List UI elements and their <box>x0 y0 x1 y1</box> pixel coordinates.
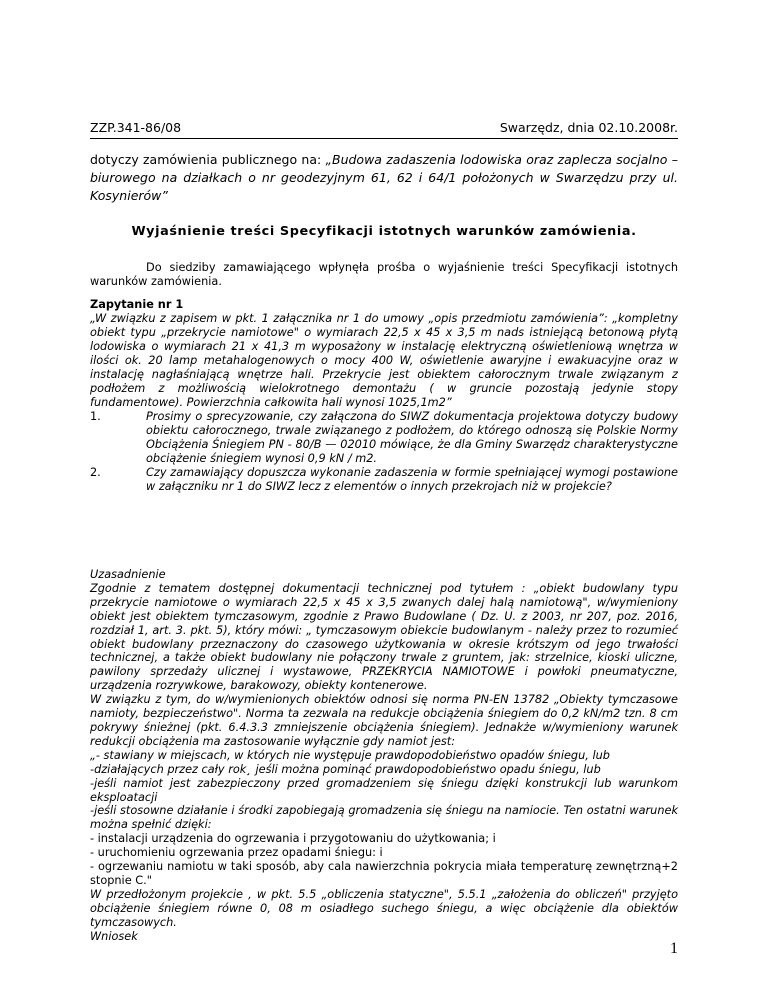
document-header <box>90 120 678 139</box>
intro-paragraph: Do siedziby zamawiającego wpłynęła prośba o wyjaśnienie treści Specyfikacji istotnych warunków zamówienia. <box>90 261 678 288</box>
body-line: Uzasadnienie <box>90 568 166 581</box>
body-line: W przedłożonym projekcie , w pkt. 5.5 „obliczenia statyczne", 5.5.1 „założenia do obliczeń" przyjęto obciążenie śniegiem równe 0, 08 m osiadłego suchego śniegu, a więc obciążenie dla obiektów tymczasowych. <box>90 887 678 929</box>
body-line: - uruchomieniu ogrzewania przez opadami śniegu: i <box>90 846 383 860</box>
body-line: Wniosek <box>90 929 138 943</box>
subject-prefix: dotyczy zamówienia publicznego na: <box>90 152 326 167</box>
subject-paragraph <box>90 151 678 205</box>
question-section <box>90 298 678 494</box>
body-line: W związku z tym, do w/wymienionych obiektów odnosi się norma PN-EN 13782 „Obiekty tymczasowe namioty, bezpieczeństwo". Norma ta zezwala na redukcje obciążenia śniegiem do 0,2 kN/m2 tzn. 8 cm pokrywy śnieżnej (pkt. 6.4.3.3 zmniejszenie obciążenia śniegiem). Jednakże w/wymieniony warunek redukcji obciążenia ma zastosowanie wyłącznie gdy namiot jest: <box>90 693 678 748</box>
body-line: Zgodnie z tematem dostępnej dokumentacji technicznej pod tytułem : „obiekt budowlany typu przekrycie namiotowe o wymiarach 22,5 x 45 x 3,5 zwanych dalej halą namiotową", w/wymieniony obiekt jest obiektem tymczasowym, zgodnie z Prawo Budowlane ( Dz. U. z 2003, nr 207, poz. 2016, rozdział 1, art. 3. pkt. 5), który mówi: „ tymczasowym obiekcie budowlanym - należy przez to rozumieć obiekt budowlany przeznaczony do czasowego użytkowania w okresie krótszym od jego trwałości technicznej, a także obiekt budowlany nie połączony trwale z gruntem, jak: strzelnice, kioski uliczne, pawilony sprzedaży ulicznej i wystawowe, PRZEKRYCIA NAMIOTOWE i powłoki pneumatyczne, urządzenia rozrywkowe, barakowozy, obiekty kontenerowe. <box>90 581 678 693</box>
body-line: - instalacji urządzenia do ogrzewania i przygotowaniu do użytkowania; i <box>90 832 496 846</box>
body-line: -jeśli stosowne działanie i środki zapobiegają gromadzenia się śniegu na namiocie. Ten ostatni warunek można spełnić dzięki: <box>90 804 678 832</box>
body-line: -działających przez cały rok¸ jeśli można pominąć prawdopodobieństwo opadu śniegu, lub <box>90 762 601 776</box>
body-line: -jeśli namiot jest zabezpieczony przed gromadzeniem się śniegu dzięki konstrukcji lub warunkom eksploatacji <box>90 776 678 804</box>
question-quote: „W związku z zapisem w pkt. 1 załącznika nr 1 do umowy „opis przedmiotu zamówienia”: „kompletny obiekt typu „przekrycie namiotowe" o wymiarach 22,5 x 45 x 3,5 m nads istniejącą betonową płytą lodowiska o wymiarach 21 x 41,3 m wyposażony w instalację elektryczną oświetleniową wnętrza w ilości ok. 20 lamp metahalogenowych o mocy 400 W, oświetlenie awaryjne i ewakuacyjne oraz w instalację nagłaśniającą wnętrze hali. Przekrycie jest obiektem całorocznym trwale związanym z podłożem z możliwością wielokrotnego demontażu ( w gruncie pozostają jedynie stopy fundamentowe). Powierzchnia całkowita hali wynosi 1025,1m2” <box>90 312 678 409</box>
question-item-number: 1. <box>90 410 101 423</box>
body-line: „- stawiany w miejscach, w których nie występuje prawdopodobieństwo opadów śniegu, lub <box>90 748 610 762</box>
reference-number: ZZP.341-86/08 <box>90 120 182 135</box>
place-date: Swarzędz, dnia 02.10.2008r. <box>499 120 678 135</box>
question-item-text: Czy zamawiający dopuszcza wykonanie zadaszenia w formie spełniającej wymogi postawione w załączniku nr 1 do SIWZ lecz z elementów o innych przekrojach niż w projekcie? <box>146 466 678 493</box>
question-item <box>90 466 678 494</box>
question-item-text: Prosimy o sprecyzowanie, czy załączona do SIWZ dokumentacja projektowa dotyczy budowy obiektu całorocznego, trwale związanego z podłożem, do którego odnoszą się Polskie Normy Obciążenia Śniegiem PN - 80/B — 02010 mówiące, że dla Gminy Swarzędz charakterystyczne obciążenie śniegiem wynosi 0,9 kN / m2. <box>146 410 678 465</box>
question-item-number: 2. <box>90 466 101 479</box>
question-heading: Zapytanie nr 1 <box>90 298 184 311</box>
document-title: Wyjaśnienie treści Specyfikacji istotnych warunków zamówienia. <box>131 224 637 239</box>
justification-section <box>90 568 678 943</box>
subject-title: „Budowa zadaszenia lodowiska oraz zaplecza socjalno – biurowego na działkach o nr geodezyjnym 61, 62 i 64/1 położonych w Swarzędzu przy ul. Kosynierów” <box>90 152 678 203</box>
body-line: - ogrzewaniu namiotu w taki sposób, aby cala nawierzchnia pokrycia miała temperaturę zewnętrzną+2 stopnie C." <box>90 860 678 887</box>
question-item <box>90 410 678 466</box>
page-number: 1 <box>670 940 678 957</box>
